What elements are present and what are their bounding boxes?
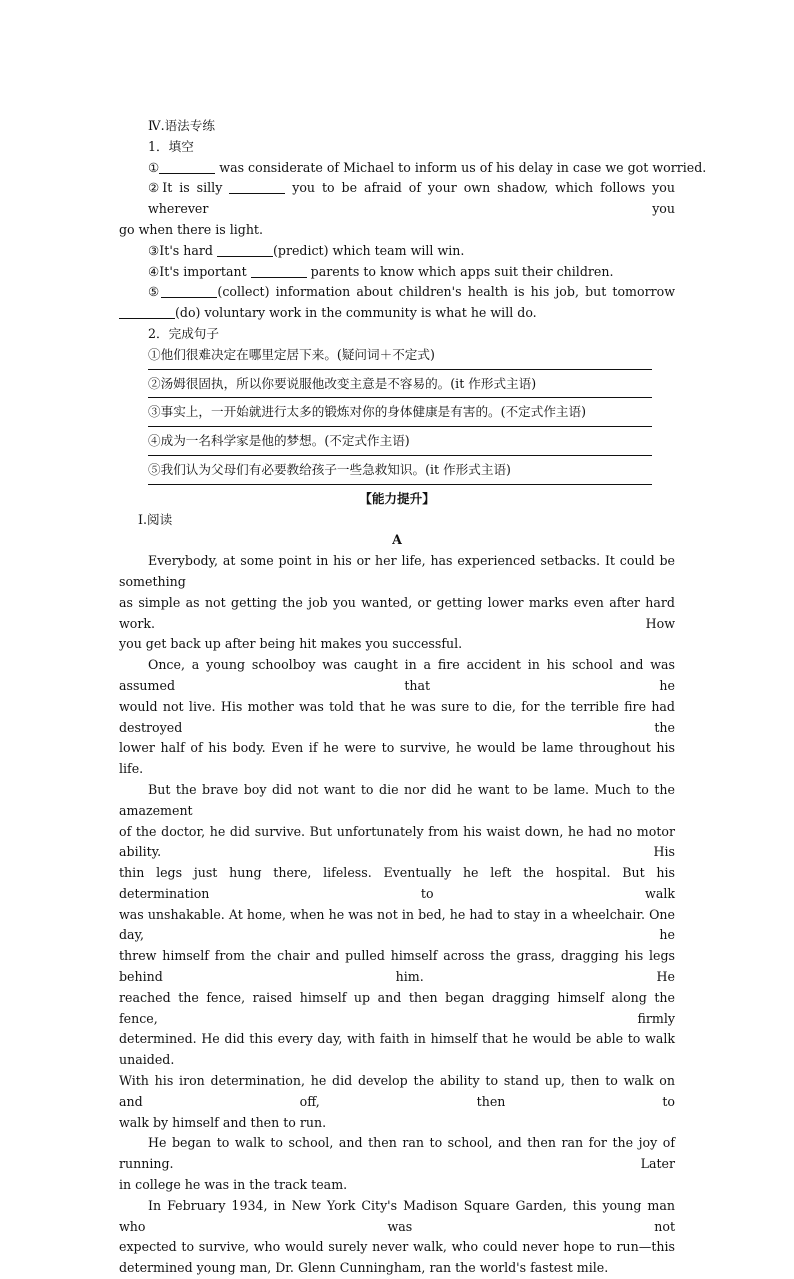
item-number: ① bbox=[148, 159, 160, 175]
text-line: of the doctor, he did survive. But unfortunately from his waist down, he had no motor ability. His bbox=[119, 823, 675, 860]
sentence-prompt-4: ④成为一名科学家是他的梦想。(不定式作主语) bbox=[148, 433, 410, 449]
answer-blank[interactable] bbox=[229, 179, 285, 194]
text-line: determined. He did this every day, with faith in himself that he would be able to walk unaided. bbox=[119, 1031, 675, 1068]
fill-item-2 bbox=[119, 178, 675, 220]
ability-title: 【能力提升】 bbox=[359, 490, 435, 506]
text-line: was unshakable. At home, when he was not in bed, he had to stay in a wheelchair. One day, he bbox=[119, 906, 675, 943]
passage-label: A bbox=[392, 532, 402, 548]
answer-blank[interactable] bbox=[159, 159, 215, 174]
item-number: ③ bbox=[148, 242, 160, 258]
fill-item-3 bbox=[119, 241, 675, 262]
sentence-prompt-5: ⑤我们认为父母们有必要教给孩子一些急救知识。(it 作形式主语) bbox=[148, 461, 511, 477]
text-line: reached the fence, raised himself up and then began dragging himself along the fence, firmly bbox=[119, 989, 675, 1026]
fill-item-1 bbox=[119, 158, 707, 179]
answer-line[interactable] bbox=[148, 397, 652, 398]
item-text: you to be afraid of your own shadow, which follows you wherever you bbox=[148, 180, 675, 217]
answer-line[interactable] bbox=[148, 369, 652, 370]
passage-paragraph-2 bbox=[119, 655, 675, 780]
text-line: He began to walk to school, and then ran to school, and then ran for the joy of running. Later bbox=[119, 1135, 675, 1172]
sentence-prompt-1: ①他们很难决定在哪里定居下来。(疑问词＋不定式) bbox=[148, 346, 435, 362]
text-line: lower half of his body. Even if he were to survive, he would be lame throughout his life. bbox=[119, 740, 675, 777]
item-text: (do) voluntary work in the community is what he will do. bbox=[175, 305, 537, 321]
fill-item-5-cont bbox=[119, 303, 675, 324]
item-text: It is silly bbox=[162, 180, 230, 196]
text-line: With his iron determination, he did develop the ability to stand up, then to walk on and off, then to bbox=[119, 1073, 675, 1109]
item-number: ④ bbox=[148, 263, 160, 279]
sentence-prompt-3: ③事实上，一开始就进行太多的锻炼对你的身体健康是有害的。(不定式作主语) bbox=[148, 404, 587, 420]
passage-paragraph-4 bbox=[119, 1133, 675, 1195]
text-line: thin legs just hung there, lifeless. Eventually he left the hospital. But his determination to walk bbox=[119, 865, 675, 901]
sentence-prompt-2: ②汤姆很固执，所以你要说服他改变主意是不容易的。(it 作形式主语) bbox=[148, 375, 537, 391]
passage-paragraph-3 bbox=[119, 780, 675, 1134]
answer-blank[interactable] bbox=[217, 242, 273, 257]
answer-line[interactable] bbox=[148, 455, 652, 456]
reading-section-title: Ⅰ.阅读 bbox=[138, 511, 173, 527]
text-line: threw himself from the chair and pulled himself across the grass, dragging his legs behind him. He bbox=[119, 948, 675, 985]
fill-item-5 bbox=[119, 282, 675, 303]
text-line: expected to survive, who would surely never walk, who could never hope to run—this bbox=[119, 1239, 675, 1255]
complete-sentences-title: 2．完成句子 bbox=[148, 325, 219, 341]
item-text: parents to know which apps suit their children. bbox=[306, 263, 614, 279]
text-line: in college he was in the track team. bbox=[119, 1177, 348, 1193]
item-number: ② bbox=[148, 180, 163, 196]
item-text: was considerate of Michael to inform us of his delay in case we got worried. bbox=[215, 159, 707, 175]
text-line: walk by himself and then to run. bbox=[119, 1114, 327, 1130]
passage-paragraph-1 bbox=[119, 551, 675, 655]
fill-blank-title: 1．填空 bbox=[148, 138, 194, 154]
text-line: determined young man, Dr. Glenn Cunningham, ran the world's fastest mile. bbox=[119, 1260, 609, 1276]
worksheet-content bbox=[119, 116, 707, 1279]
grammar-heading: Ⅳ.语法专练 bbox=[148, 118, 215, 133]
answer-blank[interactable] bbox=[119, 304, 175, 319]
passage-paragraph-5 bbox=[119, 1196, 675, 1279]
item-text: (predict) which team will win. bbox=[272, 242, 465, 258]
item-number: ⑤ bbox=[148, 284, 162, 300]
text-line: But the brave boy did not want to die nor did he want to be lame. Much to the amazement bbox=[119, 781, 675, 818]
item-text: It's important bbox=[159, 263, 251, 279]
answer-blank[interactable] bbox=[251, 263, 307, 278]
fill-item-4 bbox=[119, 262, 675, 283]
answer-line[interactable] bbox=[148, 484, 652, 485]
text-line: you get back up after being hit makes you successful. bbox=[119, 636, 463, 652]
fill-item-2-cont: go when there is light. bbox=[119, 221, 263, 237]
text-line: Everybody, at some point in his or her life, has experienced setbacks. It could be something bbox=[119, 553, 675, 589]
text-line: In February 1934, in New York City's Madison Square Garden, this young man who was not bbox=[119, 1197, 675, 1234]
item-text: (collect) information about children's health is his job, but tomorrow bbox=[217, 284, 675, 300]
text-line: Once, a young schoolboy was caught in a fire accident in his school and was assumed that he bbox=[119, 657, 675, 693]
text-line: as simple as not getting the job you wanted, or getting lower marks even after hard work. How bbox=[119, 594, 675, 631]
text-line: would not live. His mother was told that he was sure to die, for the terrible fire had destroyed the bbox=[119, 698, 675, 735]
answer-blank[interactable] bbox=[161, 283, 217, 298]
item-text: It's hard bbox=[159, 242, 217, 258]
answer-line[interactable] bbox=[148, 426, 652, 427]
